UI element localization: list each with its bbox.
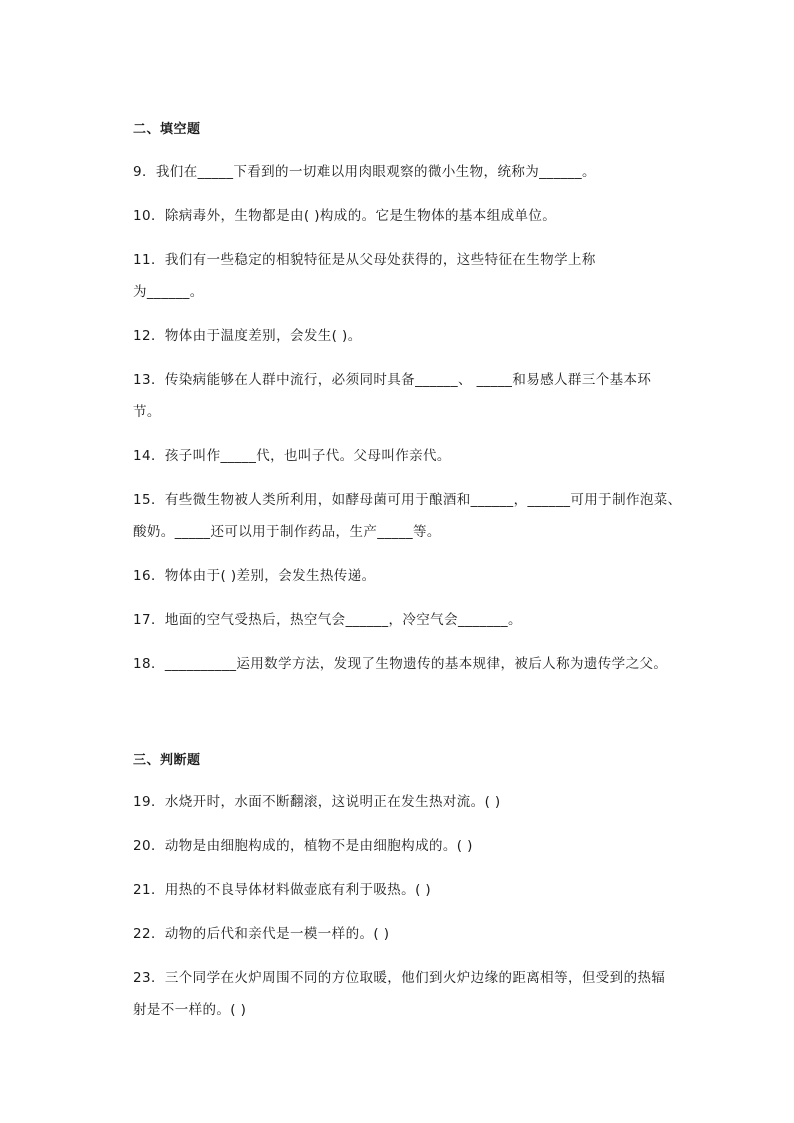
- question-19: 19．水烧开时，水面不断翻滚，这说明正在发生热对流。( ): [133, 794, 501, 810]
- question-18: 18．__________运用数学方法，发现了生物遗传的基本规律，被后人称为遗传学之父。: [133, 656, 668, 672]
- question-16: 16．物体由于( )差别，会发生热传递。: [133, 568, 376, 584]
- question-23: 23．三个同学在火炉周围不同的方位取暖，他们到火炉边缘的距离相等，但受到的热辐: [133, 970, 666, 986]
- question-15-cont: 酸奶。_____还可以用于制作药品，生产_____等。: [133, 524, 441, 540]
- question-17: 17．地面的空气受热后，热空气会______，冷空气会_______。: [133, 612, 522, 628]
- question-21: 21．用热的不良导体材料做壶底有利于吸热。( ): [133, 882, 432, 898]
- question-14: 14．孩子叫作_____代，也叫子代。父母叫作亲代。: [133, 448, 451, 464]
- section-title-fill-blank: 二、填空题: [133, 122, 201, 137]
- question-15: 15．有些微生物被人类所利用，如酵母菌可用于酿酒和______，______可用于制作泡菜、: [133, 492, 682, 508]
- question-11-cont: 为______。: [133, 284, 204, 300]
- question-13: 13．传染病能够在人群中流行，必须同时具备______、 _____和易感人群三个基本环: [133, 372, 652, 388]
- question-20: 20．动物是由细胞构成的，植物不是由细胞构成的。( ): [133, 838, 473, 854]
- question-13-cont: 节。: [133, 404, 161, 420]
- question-12: 12．物体由于温度差别，会发生( )。: [133, 328, 362, 344]
- question-22: 22．动物的后代和亲代是一模一样的。( ): [133, 926, 390, 942]
- question-10: 10．除病毒外，生物都是由( )构成的。它是生物体的基本组成单位。: [133, 208, 557, 224]
- question-11: 11．我们有一些稳定的相貌特征是从父母处获得的，这些特征在生物学上称: [133, 252, 596, 268]
- question-9: 9．我们在_____下看到的一切难以用肉眼观察的微小生物，统称为______。: [133, 164, 596, 180]
- question-23-cont: 射是不一样的。( ): [133, 1002, 247, 1018]
- section-title-judgment: 三、判断题: [133, 753, 201, 768]
